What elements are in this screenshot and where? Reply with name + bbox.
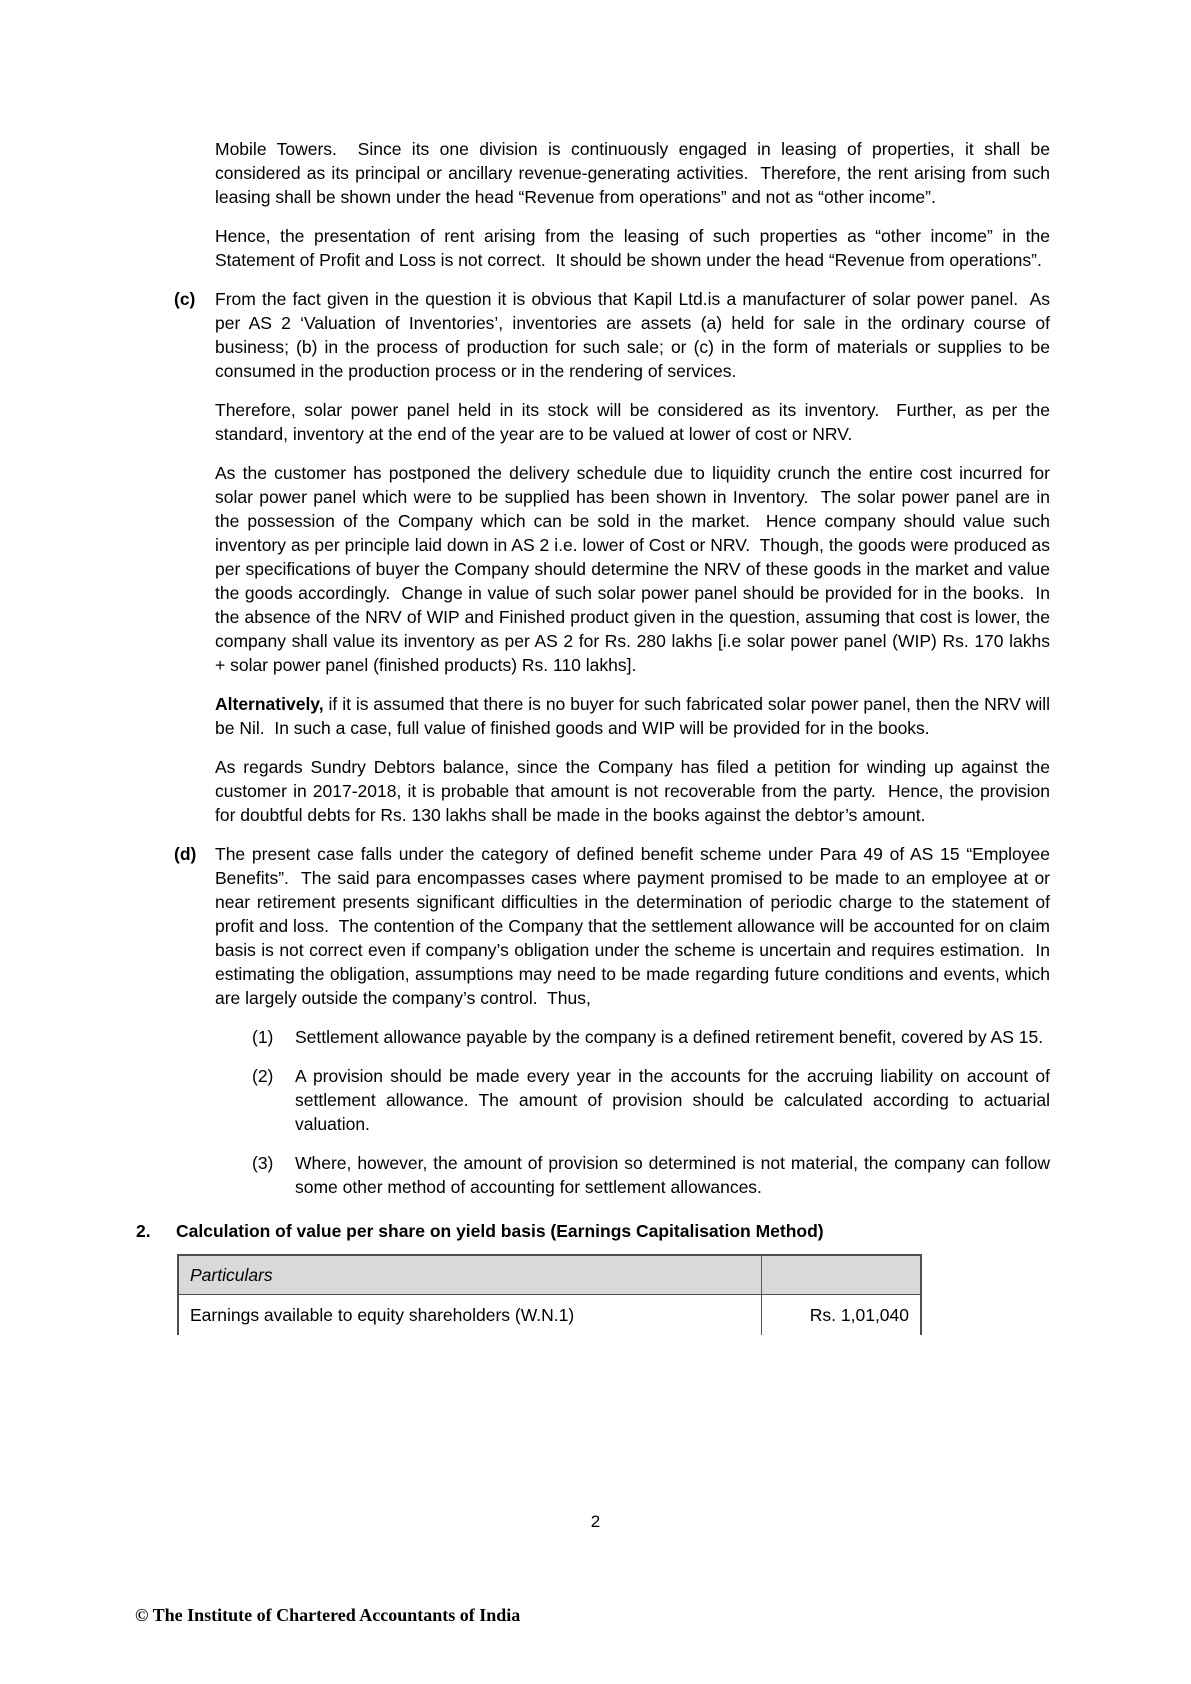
table-header-row <box>178 1255 921 1294</box>
section-c-paragraph-3: As the customer has postponed the delivery schedule due to liquidity crunch the entire cost incurred for solar power panel which were to be supplied has been shown in Inventory. The solar power panel are in the possession of the Company which can be sold in the market. Hence company should value such inventory as per principle laid down in AS 2 i.e. lower of Cost or NRV. Though, the goods were produced as per specifications of buyer the Company should determine the NRV of these goods in the market and value the goods accordingly. Change in value of such solar power panel should be provided for in the books. In the absence of the NRV of WIP and Finished product given in the question, assuming that cost is lower, the company shall value its inventory as per AS 2 for Rs. 280 lakhs [i.e solar power panel (WIP) Rs. 170 lakhs + solar power panel (finished products) Rs. 110 lakhs]. <box>215 463 1055 675</box>
paragraph-hence-presentation: Hence, the presentation of rent arising from the leasing of such properties as “other income” in the Statement of Profit and Loss is not correct. It should be shown under the head “Revenue from operations”. <box>215 226 1055 270</box>
content-column <box>136 137 1055 1335</box>
footer-copyright: © The Institute of Chartered Accountants of India <box>135 1605 521 1625</box>
section-c-paragraph-5: As regards Sundry Debtors balance, since the Company has filed a petition for winding up against the customer in 2017-2018, it is probable that amount is not recoverable from the party. Hence, the provision for doubtful debts for Rs. 130 lakhs shall be made in the books against the debtor’s amount. <box>215 757 1055 825</box>
page-number: 2 <box>590 1512 601 1531</box>
alternatively-lead: Alternatively, <box>215 694 324 714</box>
section-d-paragraph-1: The present case falls under the category of defined benefit scheme under Para 49 of AS 15 “Employee Benefits”. The said para encompasses cases where payment promised to be made to an employee at or near retirement presents significant difficulties in the determination of periodic charge to the statement of profit and loss. The contention of the Company that the settlement allowance will be accounted for on claim basis is not correct even if company’s obligation under the scheme is uncertain and requires estimation. In estimating the obligation, assumptions may need to be made regarding future conditions and events, which are largely outside the company’s control. Thus, <box>215 844 1055 1008</box>
table-header-particulars: Particulars <box>178 1255 761 1294</box>
list-item-number: (2) <box>252 1066 274 1086</box>
list-item <box>252 1151 1055 1199</box>
list-item-text: Settlement allowance payable by the company is a defined retirement benefit, covered by AS 15. <box>295 1027 1044 1047</box>
section-c-paragraph-1: From the fact given in the question it is obvious that Kapil Ltd.is a manufacturer of solar power panel. As per AS 2 ‘Valuation of Inventories’, inventories are assets (a) held for sale in the ordinary course of business; (b) in the process of production for such sale; or (c) in the form of materials or supplies to be consumed in the production process or in the rendering of services. <box>215 289 1055 381</box>
table-cell-particulars: Earnings available to equity shareholders (W.N.1) <box>178 1294 761 1335</box>
section-c-paragraph-2: Therefore, solar power panel held in its stock will be considered as its inventory. Further, as per the standard, inventory at the end of the year are to be valued at lower of cost or NRV. <box>215 400 1055 444</box>
section-c-paragraph-4-rest: if it is assumed that there is no buyer for such fabricated solar power panel, then the NRV will be Nil. In such a case, full value of finished goods and WIP will be provided for in the books. <box>215 694 1055 738</box>
table-cell-amount: Rs. 1,01,040 <box>761 1294 921 1335</box>
list-item-number: (1) <box>252 1027 274 1047</box>
table-header-amount <box>761 1255 921 1294</box>
list-item-text: A provision should be made every year in the accounts for the accruing liability on account of settlement allowance. The amount of provision should be calculated according to actuarial valuation. <box>295 1066 1055 1134</box>
section-c-paragraph-4 <box>215 692 1055 740</box>
paragraph-mobile-towers: Mobile Towers. Since its one division is continuously engaged in leasing of properties, it shall be considered as its principal or ancillary revenue-generating activities. Therefore, the rent arising from such leasing shall be shown under the head “Revenue from operations” and not as “other income”. <box>215 139 1055 207</box>
answer-2-heading-text: Calculation of value per share on yield basis (Earnings Capitalisation Method) <box>176 1221 824 1241</box>
answer-2-heading <box>136 1219 1050 1243</box>
list-item <box>252 1025 1050 1049</box>
table-row <box>178 1294 921 1335</box>
section-d <box>174 842 1055 1199</box>
section-d-list <box>252 1025 1055 1199</box>
list-item <box>252 1064 1055 1136</box>
answer-2-number: 2. <box>136 1221 151 1241</box>
answer-2-table <box>177 1254 922 1335</box>
section-c-label: (c) <box>174 289 196 309</box>
list-item-text: Where, however, the amount of provision so determined is not material, the company can follow some other method of accounting for settlement allowances. <box>295 1153 1055 1197</box>
list-item-number: (3) <box>252 1153 274 1173</box>
section-c <box>174 287 1055 827</box>
section-d-label: (d) <box>174 844 197 864</box>
